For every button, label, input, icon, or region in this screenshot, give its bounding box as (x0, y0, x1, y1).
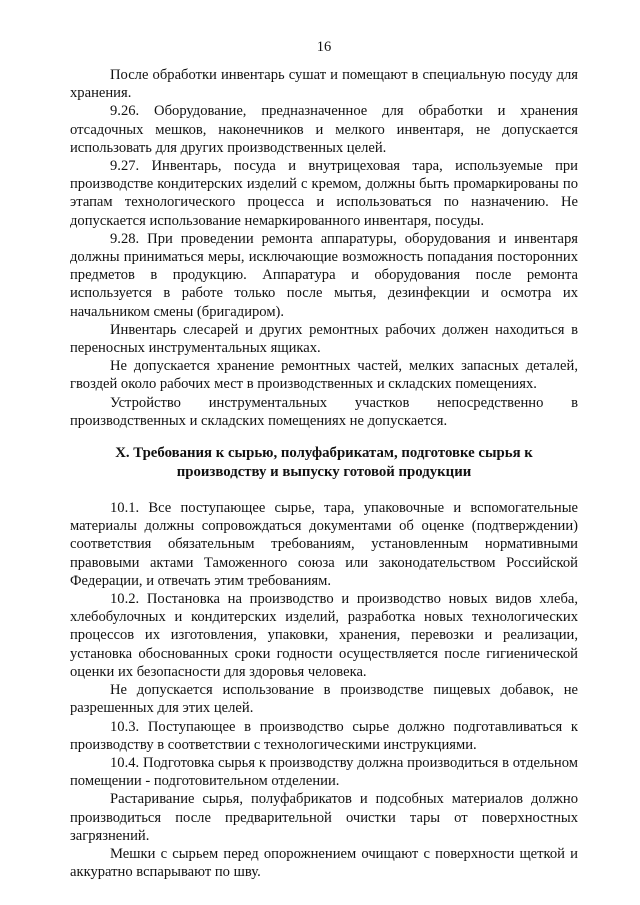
paragraph-food-additives: Не допускается использование в производстве пищевых добавок, не разрешенных для этих целей. (70, 682, 578, 717)
paragraph-10-3: 10.3. Поступающее в производство сырье должно подготавливаться к производству в соответствии с технологическими инструкциями. (70, 718, 578, 753)
paragraph-9-28: 9.28. При проведении ремонта аппаратуры, оборудования и инвентаря должны приниматься меры, исключающие возможность попадания посторонних предметов в продукцию. Аппаратура и оборудования после ремонта используется в работе только после мытья, дезинфекции и осмотра их начальником смены (бригадиром). (70, 230, 578, 320)
paragraph-repair-tools: Инвентарь слесарей и других ремонтных рабочих должен находиться в переносных инструментальных ящиках. (70, 321, 578, 357)
document-body (70, 66, 578, 881)
section-heading: X. Требования к сырью, полуфабрикатам, подготовке сырья к производству и выпуску готовой продукции (115, 445, 533, 480)
paragraph-10-2: 10.2. Постановка на производство и производство новых видов хлеба, хлебобулочных и кондитерских изделий, разработка новых технологических процессов их изготовления, упаковки, хранения, перевозки и реализации, установка обоснованных сроки годности осуществляется после гигиенической оценки их безопасности для здоровья человека. (70, 591, 578, 680)
paragraph-sacks: Мешки с сырьем перед опорожнением очищают с поверхности щеткой и аккуратно вспарывают по шву. (70, 845, 578, 881)
page-number: 16 (316, 39, 332, 55)
paragraph-unpacking: Растаривание сырья, полуфабрикатов и подсобных материалов должно производиться после предварительной очистки тары от поверхностных загрязнений. (70, 791, 578, 844)
paragraph-spare-parts: Не допускается хранение ремонтных частей, мелких запасных деталей, гвоздей около рабочих мест в производственных и складских помещениях. (70, 358, 578, 393)
paragraph-cleaning-storage: После обработки инвентарь сушат и помещают в специальную посуду для хранения. (70, 67, 578, 102)
paragraph-9-27: 9.27. Инвентарь, посуда и внутрицеховая тара, используемые при производстве кондитерских изделий с кремом, должны быть промаркированы по этапам технологического процесса и использоваться по назначению. Не допускается использование немаркированного инвентаря, посуды. (70, 158, 578, 229)
paragraph-tool-areas: Устройство инструментальных участков непосредственно в производственных и складских помещениях не допускается. (70, 394, 578, 429)
paragraph-10-4: 10.4. Подготовка сырья к производству должна производиться в отдельном помещении - подготовительном отделении. (70, 754, 578, 790)
paragraph-10-1: 10.1. Все поступающее сырье, тара, упаковочные и вспомогательные материалы должны сопровождаться документами об оценке (подтверждении) соответствия обязательным требованиям, установленным нормативными правовыми актами Таможенного союза или законодательством Российской Федерации, и отвечать этим требованиям. (70, 500, 578, 589)
paragraph-9-26: 9.26. Оборудование, предназначенное для обработки и хранения отсадочных мешков, наконечников и мелкого инвентаря, не допускается использовать для других производственных целей. (70, 103, 578, 156)
